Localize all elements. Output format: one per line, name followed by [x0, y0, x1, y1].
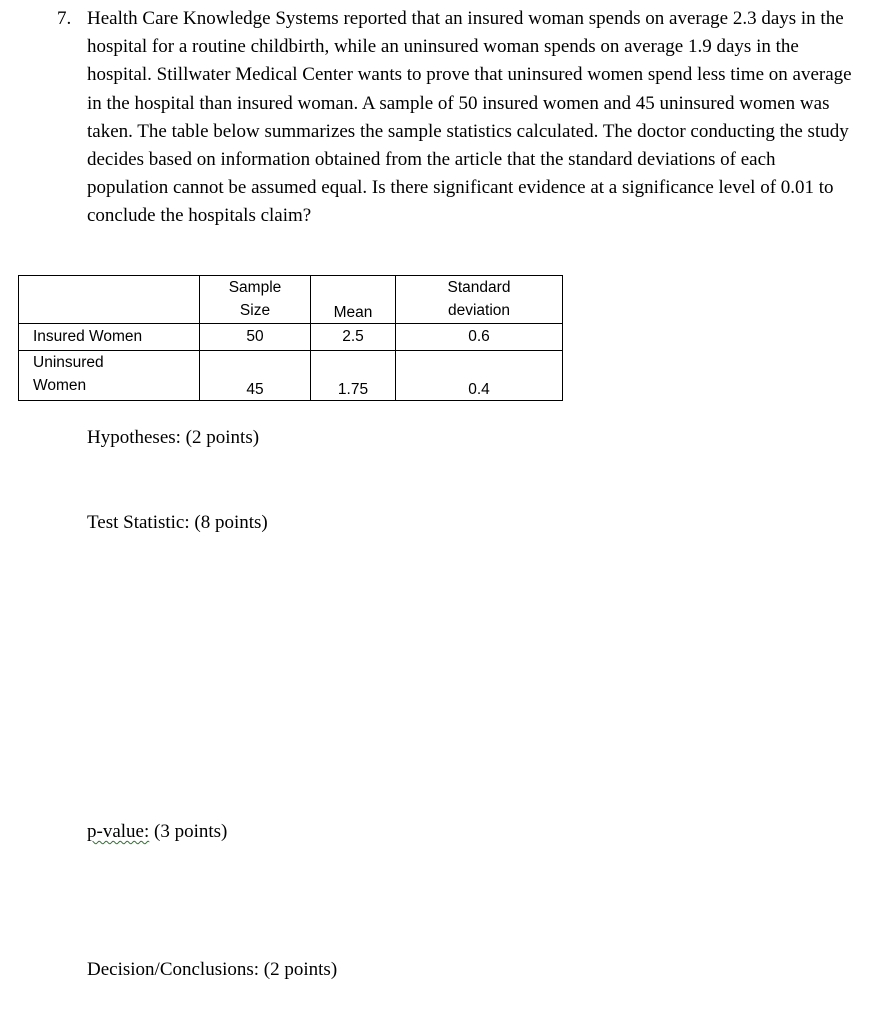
- question-number: 7.: [57, 8, 72, 29]
- header-std-line1: Standard: [447, 279, 511, 296]
- cell-sample-size-uninsured: 45: [200, 351, 311, 401]
- hypotheses-label: Hypotheses: (2 points): [87, 427, 260, 448]
- header-sample-size-line2: Size: [239, 302, 271, 319]
- decision-conclusions-label: Decision/Conclusions: (2 points): [87, 959, 338, 980]
- table-row: [19, 351, 563, 401]
- cell-std-insured: 0.6: [396, 324, 563, 351]
- row-label-uninsured-line2: Women: [33, 377, 87, 394]
- p-value-suffix: (3 points): [149, 821, 228, 842]
- header-std-line2: deviation: [447, 302, 511, 319]
- question-text: Health Care Knowledge Systems reported that an insured woman spends on average 2.3 days in the hospital for a routine childbirth, while an uninsured woman spends on average 1.9 days in the hospital. Stillwater Medical Center wants to prove that uninsured women spend less time on average in the hospital than insured woman. A sample of 50 insured women and 45 uninsured women was taken. The table below summarizes the sample statistics calculated. The doctor conducting the study decides based on information obtained from the article that the standard deviations of each population cannot be assumed equal. Is there significant evidence at a significance level of 0.01 to conclude the hospitals claim?: [87, 8, 852, 227]
- header-standard-deviation: [396, 276, 563, 324]
- cell-sample-size-insured: 50: [200, 324, 311, 351]
- cell-std-uninsured: 0.4: [396, 351, 563, 401]
- test-statistic-label: Test Statistic: (8 points): [87, 512, 268, 533]
- table-header-row: [19, 276, 563, 324]
- table-row: [19, 324, 563, 351]
- header-empty-cell: [19, 276, 200, 324]
- row-label-uninsured: [19, 351, 200, 401]
- sample-statistics-table: [18, 275, 563, 401]
- row-label-insured: Insured Women: [19, 324, 200, 351]
- p-value-label: [87, 820, 227, 844]
- header-sample-size-line1: Sample: [228, 279, 282, 296]
- header-sample-size: [200, 276, 311, 324]
- cell-mean-insured: 2.5: [311, 324, 396, 351]
- cell-mean-uninsured: 1.75: [311, 351, 396, 401]
- p-value-prefix: p-value:: [87, 821, 150, 842]
- row-label-uninsured-line1: Uninsured: [33, 354, 104, 371]
- header-mean: Mean: [311, 276, 396, 324]
